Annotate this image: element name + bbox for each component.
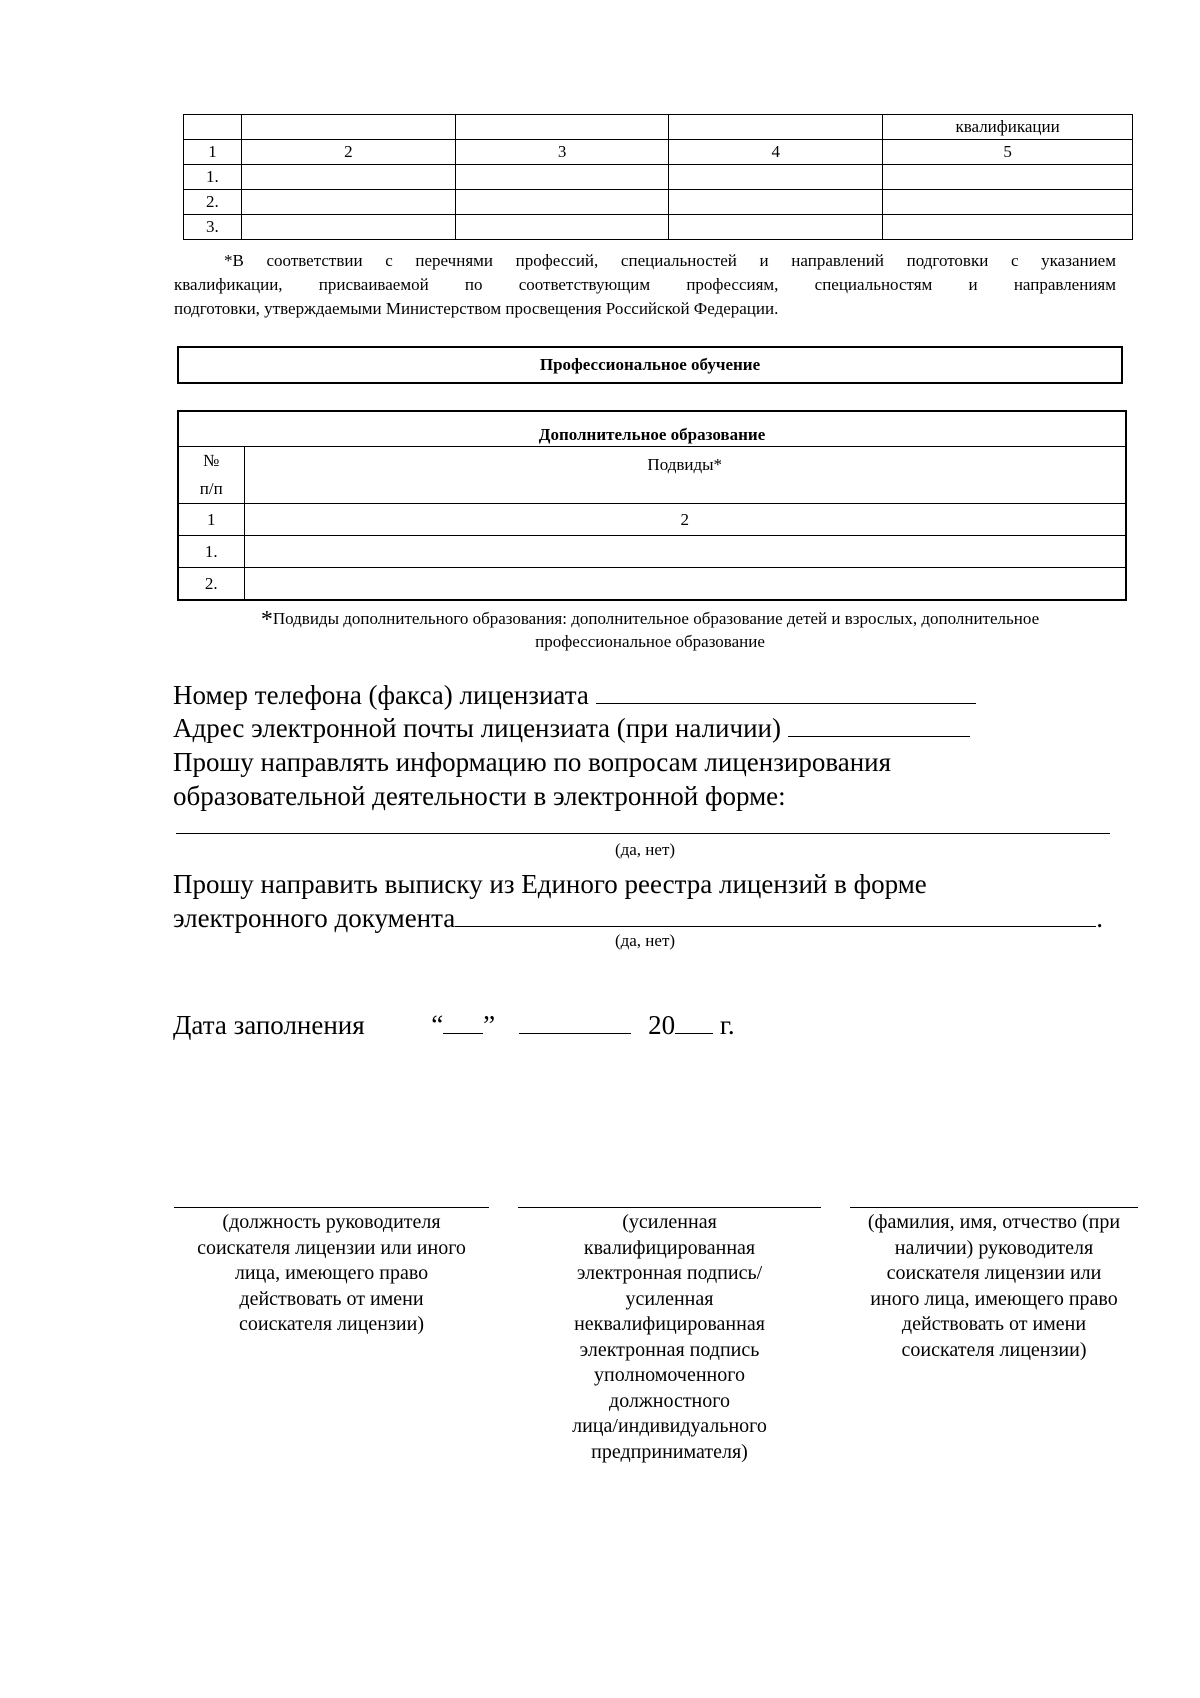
table-cell[interactable]	[455, 165, 669, 190]
column-number: 4	[669, 140, 883, 165]
day-input-line[interactable]	[443, 1011, 483, 1034]
month-input-line[interactable]	[519, 1011, 631, 1034]
table-cell[interactable]	[883, 215, 1133, 240]
qualification-table	[183, 114, 1133, 240]
caption-line: (фамилия, имя, отчество (при	[867, 1211, 1121, 1233]
footnote-line	[180, 608, 1120, 631]
phone-label: Номер телефона (факса) лицензиата	[173, 680, 589, 710]
column-numbers-row	[179, 504, 1125, 536]
number-column-header	[179, 447, 244, 504]
row-number: 2.	[179, 568, 244, 600]
table-cell[interactable]	[241, 190, 455, 215]
table-cell[interactable]	[883, 190, 1133, 215]
caption-line: уполномоченного	[594, 1364, 745, 1386]
column-number: 1	[179, 504, 244, 536]
caption-line: действовать от имени	[239, 1287, 424, 1310]
extract-label: электронного документа	[173, 903, 456, 933]
table-cell[interactable]	[241, 215, 455, 240]
asterisk: *	[260, 607, 273, 633]
table-row	[179, 536, 1125, 568]
esign-caption	[518, 1210, 821, 1465]
caption-line: иного лица, имеющего право	[870, 1287, 1118, 1310]
caption-line: соискателя лицензии)	[901, 1338, 1087, 1361]
table-cell[interactable]	[455, 215, 669, 240]
table-cell	[455, 115, 669, 140]
electronic-answer-line[interactable]	[176, 833, 1110, 834]
position-caption	[174, 1210, 489, 1338]
table-cell[interactable]	[455, 190, 669, 215]
yes-no-hint: (да, нет)	[614, 840, 676, 859]
caption-line: действовать от имени	[901, 1313, 1087, 1335]
table-cell	[669, 115, 883, 140]
caption-line: должностного	[609, 1389, 730, 1412]
table-cell[interactable]	[244, 568, 1125, 600]
caption-line: лица/индивидуального	[572, 1415, 767, 1437]
fullname-caption	[840, 1210, 1148, 1363]
caption-line: соискателя лицензии или	[886, 1262, 1102, 1284]
caption-line: предпринимателя)	[591, 1440, 748, 1463]
extract-answer-line[interactable]	[455, 904, 1096, 927]
subtypes-footnote	[180, 608, 1120, 653]
open-quote: “	[431, 1010, 444, 1040]
additional-education-box	[177, 410, 1127, 601]
row-number: 1.	[184, 165, 242, 190]
pp-label: п/п	[199, 479, 223, 498]
period: .	[1096, 903, 1103, 933]
phone-input-line[interactable]	[596, 681, 976, 704]
date-row	[173, 1008, 735, 1042]
caption-line: неквалифицированная	[574, 1313, 765, 1335]
row-number: 2.	[184, 190, 242, 215]
table-cell[interactable]	[883, 165, 1133, 190]
esign-signature-line[interactable]	[518, 1207, 821, 1208]
year-prefix: 20	[648, 1010, 676, 1040]
footnote-text: Подвиды дополнительного образования: дополнительное образование детей и взрослых, дополнительное	[272, 609, 1040, 628]
footnote-line: *В соответствии с перечнями профессий, специальностей и направлений подготовки с указанием	[224, 251, 1116, 270]
extract-request-line: Прошу направить выписку из Единого реестра лицензий в форме	[173, 869, 927, 899]
caption-line: соискателя лицензии)	[239, 1313, 424, 1335]
column-numbers-row	[184, 140, 1133, 165]
fullname-signature-line[interactable]	[850, 1207, 1138, 1208]
table-row	[184, 215, 1133, 240]
table-row	[184, 190, 1133, 215]
table-cell[interactable]	[669, 165, 883, 190]
professional-training-box: Профессиональное обучение	[177, 346, 1123, 384]
table-row	[179, 447, 1125, 504]
electronic-info-line: образовательной деятельности в электронной форме:	[173, 781, 786, 811]
additional-education-table	[179, 446, 1125, 599]
table-cell[interactable]	[244, 536, 1125, 568]
column-number: 2	[244, 504, 1125, 536]
email-field-row	[173, 711, 970, 745]
table-cell[interactable]	[669, 190, 883, 215]
electronic-info-line: Прошу направлять информацию по вопросам лицензирования	[173, 747, 892, 777]
phone-field-row	[173, 678, 976, 712]
row-number: 3.	[184, 215, 242, 240]
number-sign: №	[203, 451, 220, 470]
caption-line: квалифицированная	[583, 1236, 756, 1259]
column-number: 1	[184, 140, 242, 165]
column-number: 2	[241, 140, 455, 165]
year-suffix: г.	[719, 1010, 735, 1040]
table-row	[184, 165, 1133, 190]
additional-education-title: Дополнительное образование	[538, 425, 766, 444]
table-cell	[241, 115, 455, 140]
email-label: Адрес электронной почты лицензиата (при наличии)	[173, 713, 781, 743]
table-cell[interactable]	[669, 215, 883, 240]
caption-line: усиленная	[625, 1287, 714, 1310]
table-cell[interactable]	[241, 165, 455, 190]
footnote-line: профессиональное образование	[535, 632, 765, 651]
yes-no-hint: (да, нет)	[614, 931, 676, 950]
close-quote: ”	[483, 1010, 496, 1040]
table-row	[184, 115, 1133, 140]
extract-field-row	[173, 901, 1103, 935]
caption-line: лица, имеющего право	[234, 1262, 429, 1284]
qualification-header: квалификации	[883, 115, 1133, 140]
caption-line: электронная подпись/	[576, 1262, 763, 1284]
table-row	[179, 568, 1125, 600]
column-number: 5	[883, 140, 1133, 165]
column-number: 3	[455, 140, 669, 165]
year-input-line[interactable]	[675, 1011, 713, 1034]
table-cell	[184, 115, 242, 140]
position-signature-line[interactable]	[174, 1207, 489, 1208]
qualification-footnote	[174, 249, 1116, 321]
footnote-line: квалификации, присваиваемой по соответствующим профессиям, специальностям и направлениям	[174, 275, 1116, 294]
caption-line: наличии) руководителя	[894, 1236, 1094, 1259]
caption-line: (усиленная	[622, 1211, 717, 1233]
caption-line: электронная подпись	[579, 1338, 760, 1361]
date-label: Дата заполнения	[173, 1010, 365, 1040]
row-number: 1.	[179, 536, 244, 568]
caption-line: соискателя лицензии или иного	[197, 1236, 466, 1259]
subtypes-column-header: Подвиды*	[244, 447, 1125, 504]
caption-line: (должность руководителя	[222, 1211, 441, 1233]
footnote-line: подготовки, утверждаемыми Министерством просвещения Российской Федерации.	[174, 299, 779, 318]
email-input-line[interactable]	[788, 714, 970, 737]
